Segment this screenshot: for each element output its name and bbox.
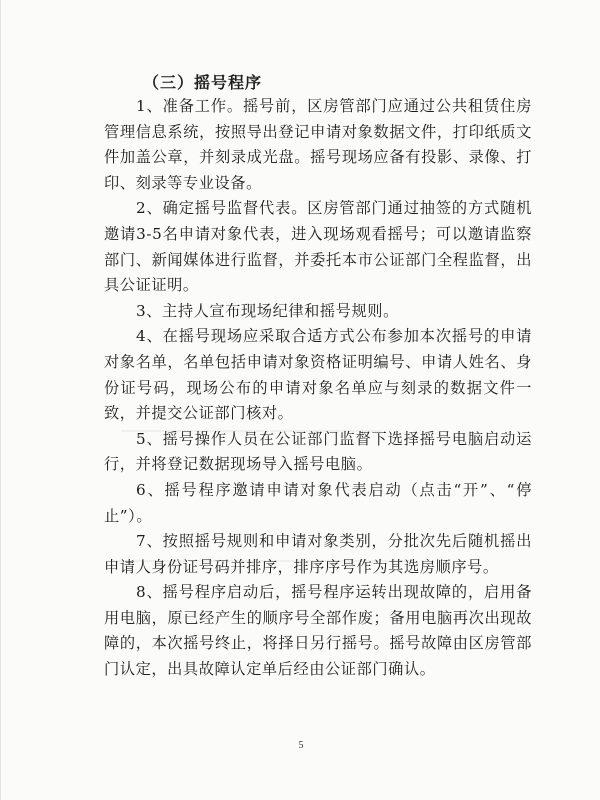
paragraph-2: 2、确定摇号监督代表。区房管部门通过抽签的方式随机邀请3-5名申请对象代表，进入现场观看摇号；可以邀请监察部门、新闻媒体进行监督，并委托本市公证部门全程监督，出具公证证明。 [104,199,532,295]
page-number: 5 [298,740,304,751]
paragraph-4: 4、在摇号现场应采取合适方式公布参加本次摇号的申请对象名单，名单包括申请对象资格证明编号、申请人姓名、身份证号码，现场公布的申请对象名单应与刻录的数据文件一致，并提交公证部门核对。 [104,327,532,423]
paragraph-7: 7、按照摇号规则和申请对象类别，分批次先后随机摇出申请人身份证号码并排序，排序序号作为其选房顺序号。 [104,532,532,576]
paragraph-6: 6、摇号程序邀请申请对象代表启动（点击“开”、“停止”）。 [104,480,532,525]
section-heading: （三）摇号程序 [143,73,263,92]
paragraph-1: 1、准备工作。摇号前，区房管部门应通过公共租赁住房管理信息系统，按照导出登记申请对象数据文件，打印纸质文件加盖公章，并刻录成光盘。摇号现场应备有投影、录像、打印、刻录等专业设备。 [104,97,532,192]
paragraph-8: 8、摇号程序启动后，摇号程序运转出现故障的，启用备用电脑，原已经产生的顺序号全部作废；备用电脑再次出现故障的，本次摇号终止，将择日另行摇号。摇号故障由区房管部门认定，出具故障认定单后经由公证部门确认。 [104,583,532,679]
paragraph-5: 5、摇号操作人员在公证部门监督下选择摇号电脑启动运行，并将登记数据现场导入摇号电脑。 [104,429,532,474]
paragraph-3: 3、主持人宣布现场纪律和摇号规则。 [136,301,399,320]
body-text [104,94,532,683]
